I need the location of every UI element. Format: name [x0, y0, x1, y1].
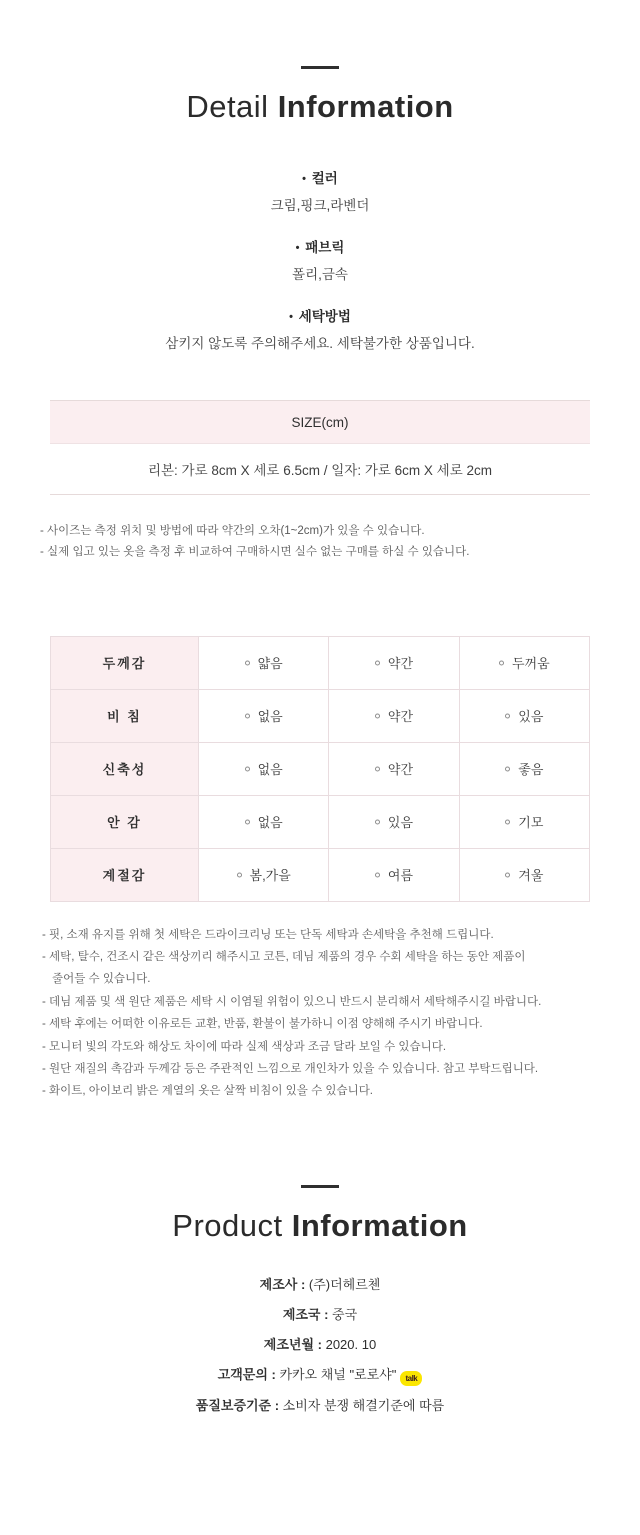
- matrix-option[interactable]: 얇음: [245, 653, 283, 672]
- product-info-country: [0, 1304, 640, 1323]
- care-notes: [42, 924, 600, 1103]
- spec-item-color: [0, 167, 640, 214]
- matrix-cell[interactable]: [199, 689, 329, 742]
- bullet-icon: •: [289, 311, 293, 323]
- product-info-date: [0, 1334, 640, 1353]
- spec-title: [0, 305, 640, 325]
- matrix-option[interactable]: 봄,가을: [237, 865, 291, 884]
- heading-rule: [301, 66, 339, 69]
- matrix-option[interactable]: 있음: [505, 706, 543, 725]
- matrix-cell[interactable]: [199, 636, 329, 689]
- product-info-label: 품질보증기준 :: [195, 1397, 283, 1413]
- matrix-cell[interactable]: [459, 795, 589, 848]
- matrix-option[interactable]: 여름: [375, 865, 413, 884]
- matrix-row-label: 비 침: [51, 689, 199, 742]
- matrix-option[interactable]: 없음: [245, 759, 283, 778]
- detail-heading-bold: Information: [277, 89, 454, 124]
- care-note-line: - 세탁, 탈수, 건조시 같은 색상끼리 해주시고 코튼, 데님 제품의 경우 수회 세탁을 하는 동안 제품이: [42, 950, 526, 963]
- matrix-cell[interactable]: [329, 848, 459, 901]
- bottom-spacer: [0, 1425, 640, 1535]
- matrix-option[interactable]: 약간: [375, 653, 413, 672]
- care-note-line: - 화이트, 아이보리 밝은 계열의 옷은 살짝 비침이 있을 수 있습니다.: [42, 1085, 374, 1098]
- spec-value: 폴리,금속: [292, 267, 348, 282]
- spec-title-text: 세탁방법: [298, 309, 351, 324]
- detail-information-title: [0, 89, 640, 125]
- spec-value: 크림,핑크,라벤더: [270, 198, 370, 213]
- table-row: [51, 689, 590, 742]
- matrix-option[interactable]: 두꺼움: [499, 653, 550, 672]
- size-table: [50, 400, 590, 495]
- matrix-cell[interactable]: [329, 795, 459, 848]
- matrix-row-label: 신축성: [51, 742, 199, 795]
- kakaotalk-icon[interactable]: talk: [400, 1371, 422, 1386]
- matrix-option[interactable]: 겨울: [505, 865, 543, 884]
- matrix-cell[interactable]: [459, 742, 589, 795]
- product-info-label: 제조사 :: [259, 1276, 309, 1292]
- matrix-cell[interactable]: [199, 848, 329, 901]
- attribute-matrix: [50, 636, 590, 902]
- product-info-list: [0, 1274, 640, 1414]
- product-info-value: 카카오 채널 "로로샤": [279, 1366, 397, 1382]
- matrix-cell[interactable]: [459, 636, 589, 689]
- size-table-header: SIZE(cm): [50, 401, 590, 444]
- product-info-label: 고객문의 :: [217, 1366, 280, 1382]
- detail-information-heading-block: [0, 0, 640, 125]
- matrix-cell[interactable]: [329, 689, 459, 742]
- care-note-line: - 모니터 빛의 각도와 해상도 차이에 따라 실제 색상과 조금 달라 보일 수 있습니다.: [42, 1040, 447, 1053]
- care-note-line: - 데님 제품 및 색 원단 제품은 세탁 시 이염될 위험이 있으니 반드시 분리해서 세탁해주시길 바랍니다.: [42, 995, 542, 1008]
- size-table-row: 리본: 가로 8cm X 세로 6.5cm / 일자: 가로 6cm X 세로 2cm: [147, 463, 493, 478]
- matrix-row-label: 안 감: [51, 795, 199, 848]
- product-info-label: 제조년월 :: [263, 1336, 326, 1352]
- matrix-option[interactable]: 없음: [245, 812, 283, 831]
- matrix-row-label: 계절감: [51, 848, 199, 901]
- care-note-line: - 세탁 후에는 어떠한 이유로든 교환, 반품, 환불이 불가하니 이점 양해해 주시기 바랍니다.: [42, 1018, 483, 1031]
- matrix-option[interactable]: 있음: [375, 812, 413, 831]
- spec-item-washing: [0, 305, 640, 352]
- size-note-line: - 실제 입고 있는 옷을 측정 후 비교하여 구매하시면 실수 없는 구매를 하실 수 있습니다.: [40, 546, 470, 559]
- product-heading-light: Product: [172, 1207, 292, 1243]
- table-row: [51, 795, 590, 848]
- matrix-cell[interactable]: [329, 636, 459, 689]
- matrix-option[interactable]: 약간: [375, 706, 413, 725]
- product-info-contact: [0, 1364, 640, 1384]
- table-row: [51, 636, 590, 689]
- table-row: [51, 848, 590, 901]
- table-row: [51, 742, 590, 795]
- matrix-option[interactable]: 좋음: [505, 759, 543, 778]
- detail-heading-light: Detail: [186, 89, 278, 124]
- matrix-option[interactable]: 기모: [505, 812, 543, 831]
- product-info-label: 제조국 :: [282, 1306, 333, 1322]
- spec-value: 삼키지 않도록 주의해주세요. 세탁불가한 상품입니다.: [165, 336, 475, 351]
- heading-rule: [301, 1185, 339, 1188]
- spec-title: [0, 167, 640, 187]
- product-info-value: 중국: [332, 1306, 358, 1322]
- product-information-title: [0, 1208, 640, 1244]
- matrix-cell[interactable]: [459, 689, 589, 742]
- matrix-row-label: 두께감: [51, 636, 199, 689]
- spec-title: [0, 236, 640, 256]
- spec-title-text: 컬러: [311, 171, 338, 186]
- size-notes: [40, 521, 600, 564]
- matrix-cell[interactable]: [329, 742, 459, 795]
- product-heading-bold: Information: [291, 1207, 468, 1243]
- spec-title-text: 패브릭: [305, 240, 345, 255]
- spec-item-fabric: [0, 236, 640, 283]
- product-information-heading-block: [0, 1103, 640, 1244]
- matrix-option[interactable]: 약간: [375, 759, 413, 778]
- product-info-value: (주)더헤르첸: [308, 1276, 381, 1292]
- product-info-manufacturer: [0, 1274, 640, 1293]
- care-note-line: - 핏, 소재 유지를 위해 첫 세탁은 드라이크리닝 또는 단독 세탁과 손세탁을 추천해 드립니다.: [42, 928, 494, 941]
- size-note-line: - 사이즈는 측정 위치 및 방법에 따라 약간의 오차(1~2cm)가 있을 수 있습니다.: [40, 525, 425, 537]
- product-info-warranty: [0, 1395, 640, 1414]
- spec-list: [0, 167, 640, 352]
- care-note-line: 줄어들 수 있습니다.: [52, 973, 151, 986]
- matrix-cell[interactable]: [199, 795, 329, 848]
- bullet-icon: •: [295, 242, 300, 254]
- matrix-option[interactable]: 없음: [245, 706, 283, 725]
- matrix-cell[interactable]: [199, 742, 329, 795]
- product-info-value: 소비자 분쟁 해결기준에 따름: [282, 1397, 445, 1413]
- bullet-icon: •: [302, 173, 306, 185]
- product-info-value: 2020. 10: [325, 1336, 377, 1352]
- care-note-line: - 원단 재질의 촉감과 두께감 등은 주관적인 느낌으로 개인차가 있을 수 있습니다. 참고 부탁드립니다.: [42, 1063, 539, 1076]
- matrix-cell[interactable]: [459, 848, 589, 901]
